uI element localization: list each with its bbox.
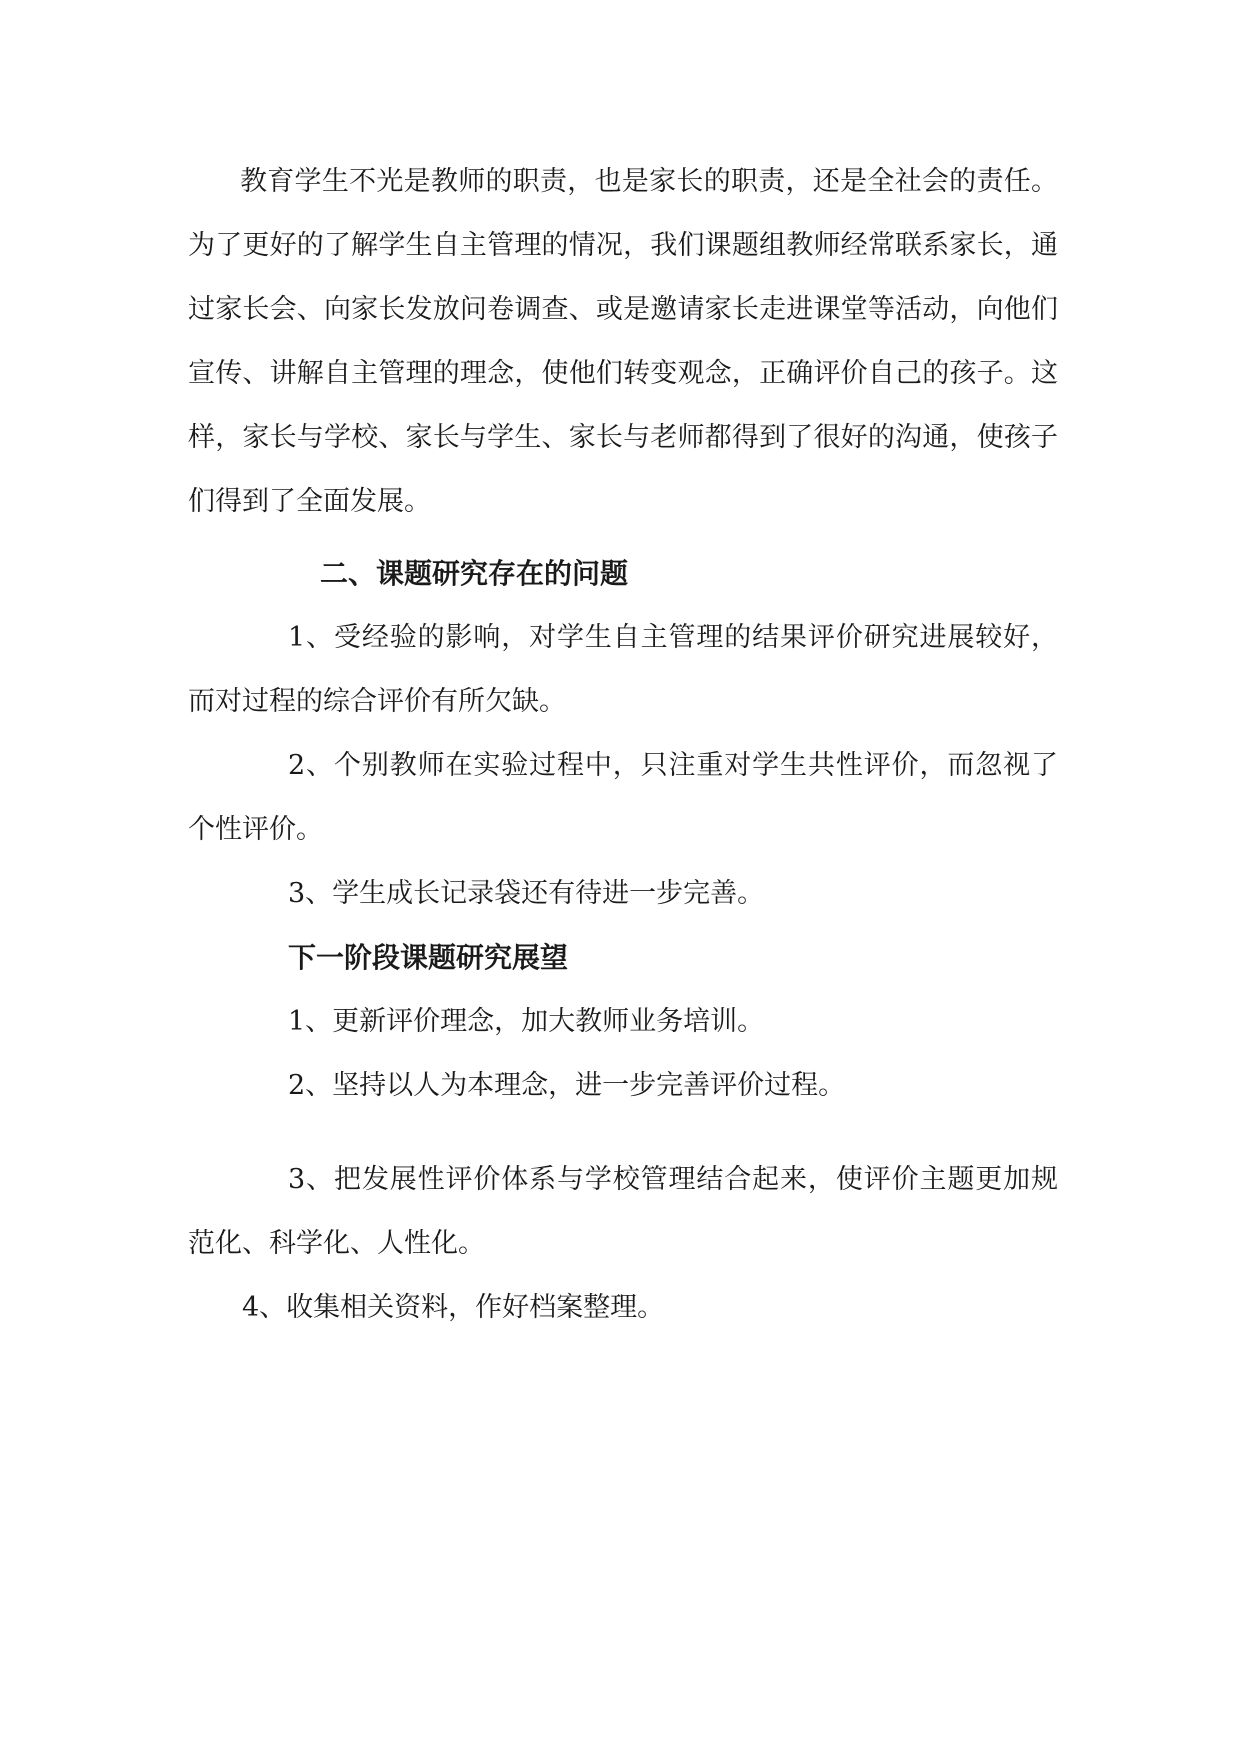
problem-item-3: 3、学生成长记录袋还有待进一步完善。 xyxy=(288,878,765,909)
outlook-item-1: 1、更新评价理念，加大教师业务培训。 xyxy=(288,1006,765,1037)
section-heading-problems: 二、课题研究存在的问题 xyxy=(320,557,629,590)
intro-paragraph: 教育学生不光是教师的职责，也是家长的职责，还是全社会的责任。为了更好的了解学生自主管理的情况，我们课题组教师经常联系家长，通过家长会、向家长发放问卷调查、或是邀请家长走进课堂等活动，向他们宣传、讲解自主管理的理念，使他们转变观念，正确评价自己的孩子。这样，家长与学校、家长与学生、家长与老师都得到了很好的沟通，使孩子们得到了全面发展。 xyxy=(188,166,1058,517)
problem-item-2: 2、个别教师在实验过程中，只注重对学生共性评价，而忽视了个性评价。 xyxy=(188,750,1058,845)
outlook-item-3: 3、把发展性评价体系与学校管理结合起来，使评价主题更加规范化、科学化、人性化。 xyxy=(188,1164,1058,1259)
section-heading-outlook: 下一阶段课题研究展望 xyxy=(288,941,569,974)
outlook-item-4: 4、收集相关资料，作好档案整理。 xyxy=(242,1292,665,1323)
problem-item-1: 1、受经验的影响，对学生自主管理的结果评价研究进展较好，而对过程的综合评价有所欠缺。 xyxy=(188,622,1058,717)
outlook-item-2: 2、坚持以人为本理念，进一步完善评价过程。 xyxy=(288,1070,846,1101)
